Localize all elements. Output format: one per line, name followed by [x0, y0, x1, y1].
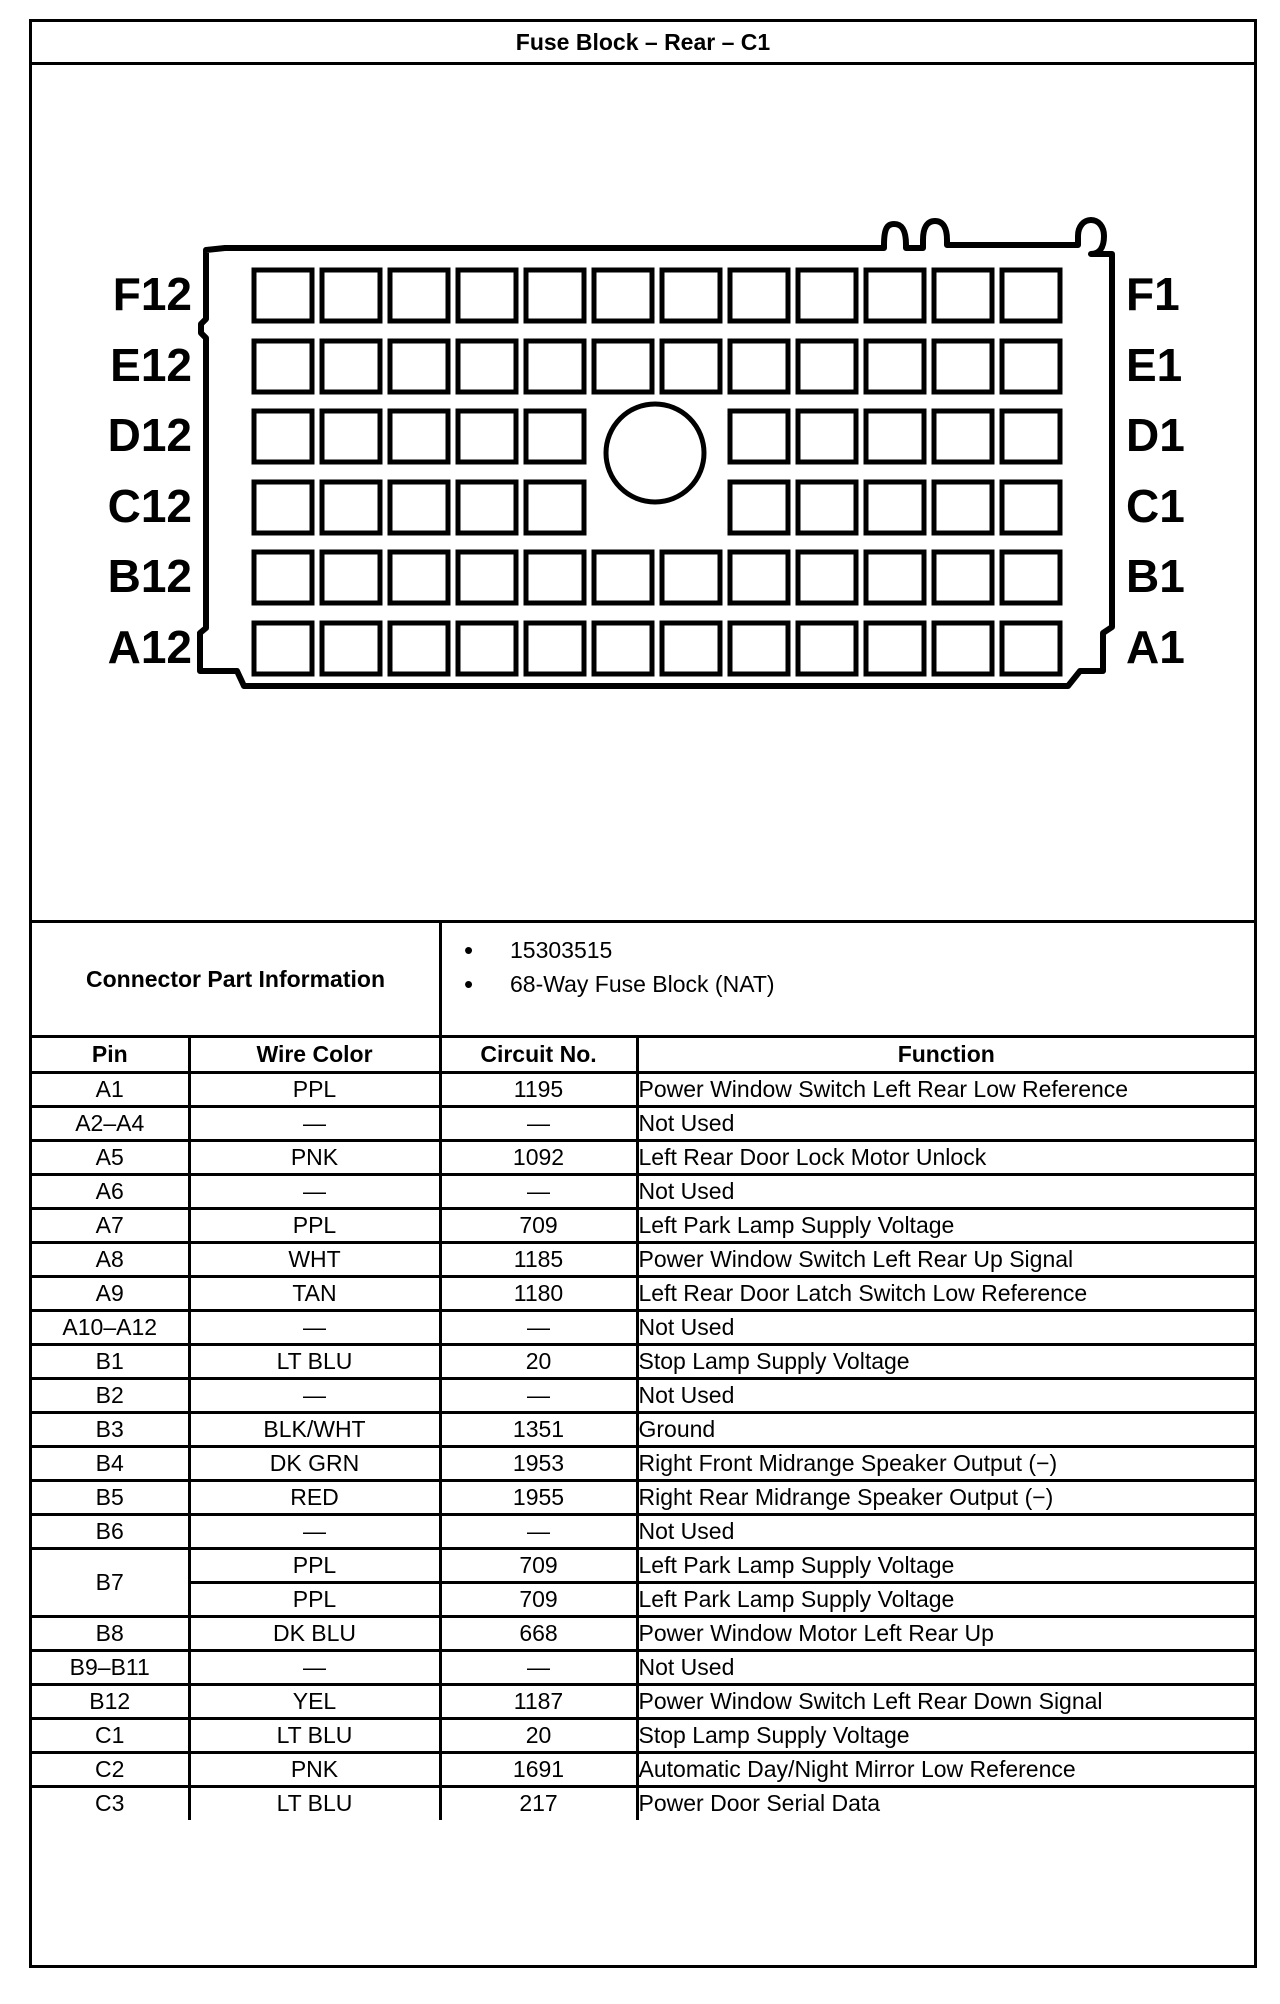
cell-pin: A10–A12	[32, 1310, 189, 1344]
cavity-C12	[254, 482, 312, 533]
cavity-D3	[866, 411, 924, 462]
table-row	[32, 1344, 1254, 1378]
cell-pin: A6	[32, 1174, 189, 1208]
cell-pin: B9–B11	[32, 1650, 189, 1684]
cell-wire-color: LT BLU	[189, 1786, 440, 1820]
right-row-label: D1	[1126, 409, 1185, 461]
cell-function: Left Rear Door Lock Motor Unlock	[637, 1140, 1254, 1174]
cell-wire-color: —	[189, 1650, 440, 1684]
cell-wire-color: PNK	[189, 1752, 440, 1786]
table-row	[32, 1616, 1254, 1650]
cavity-B12	[254, 552, 312, 603]
cell-pin: B2	[32, 1378, 189, 1412]
cell-function: Not Used	[637, 1310, 1254, 1344]
cell-function: Left Park Lamp Supply Voltage	[637, 1208, 1254, 1242]
cavity-E1	[1002, 341, 1060, 392]
cell-pin: B7	[32, 1548, 189, 1616]
cell-wire-color: PNK	[189, 1140, 440, 1174]
cell-wire-color: —	[189, 1174, 440, 1208]
cell-circuit-no: —	[440, 1514, 637, 1548]
header-function: Function	[637, 1038, 1254, 1072]
cell-function: Ground	[637, 1412, 1254, 1446]
cell-pin: B5	[32, 1480, 189, 1514]
cavity-B1	[1002, 552, 1060, 603]
cell-pin: C2	[32, 1752, 189, 1786]
cavity-C8	[526, 482, 584, 533]
cavity-A5	[730, 623, 788, 674]
cavity-D5	[730, 411, 788, 462]
table-row	[32, 1106, 1254, 1140]
right-row-label: B1	[1126, 550, 1185, 602]
cell-function: Right Rear Midrange Speaker Output (−)	[637, 1480, 1254, 1514]
cavity-B5	[730, 552, 788, 603]
cavity-E3	[866, 341, 924, 392]
cell-wire-color: —	[189, 1310, 440, 1344]
part-description: • 68-Way Fuse Block (NAT)	[510, 967, 1254, 1001]
table-row	[32, 1752, 1254, 1786]
cavity-B9	[458, 552, 516, 603]
cell-function: Power Window Motor Left Rear Up	[637, 1616, 1254, 1650]
cavity-E12	[254, 341, 312, 392]
cavity-E10	[390, 341, 448, 392]
connector-diagram	[32, 65, 1254, 920]
cavity-E4	[798, 341, 856, 392]
cell-circuit-no: 1187	[440, 1684, 637, 1718]
connector-part-info-label: Connector Part Information	[32, 923, 442, 1035]
cavity-C5	[730, 482, 788, 533]
right-row-label: A1	[1126, 621, 1185, 673]
cavity-E2	[934, 341, 992, 392]
cell-circuit-no: 709	[440, 1548, 637, 1582]
table-row	[32, 1786, 1254, 1820]
cell-circuit-no: —	[440, 1378, 637, 1412]
cell-function: Not Used	[637, 1106, 1254, 1140]
cavity-C10	[390, 482, 448, 533]
header-pin: Pin	[32, 1038, 189, 1072]
connector-sheet	[29, 19, 1257, 1968]
cavity-D1	[1002, 411, 1060, 462]
table-row	[32, 1208, 1254, 1242]
cavity-F10	[390, 270, 448, 321]
table-row	[32, 1446, 1254, 1480]
cell-circuit-no: 217	[440, 1786, 637, 1820]
cell-wire-color: —	[189, 1378, 440, 1412]
cell-function: Stop Lamp Supply Voltage	[637, 1344, 1254, 1378]
cell-circuit-no: 1955	[440, 1480, 637, 1514]
cavity-D4	[798, 411, 856, 462]
table-row	[32, 1582, 1254, 1616]
table-row	[32, 1310, 1254, 1344]
cell-function: Power Door Serial Data	[637, 1786, 1254, 1820]
cell-circuit-no: 709	[440, 1582, 637, 1616]
cavity-A3	[866, 623, 924, 674]
cell-wire-color: PPL	[189, 1072, 440, 1106]
cell-wire-color: PPL	[189, 1208, 440, 1242]
cell-circuit-no: 1351	[440, 1412, 637, 1446]
cell-circuit-no: 1092	[440, 1140, 637, 1174]
cavity-C4	[798, 482, 856, 533]
cell-circuit-no: 20	[440, 1718, 637, 1752]
cell-function: Not Used	[637, 1514, 1254, 1548]
center-bolt-hole	[606, 404, 704, 502]
cell-pin: B3	[32, 1412, 189, 1446]
cell-circuit-no: 1185	[440, 1242, 637, 1276]
cavity-F11	[322, 270, 380, 321]
cavity-F8	[526, 270, 584, 321]
header-circuit-no: Circuit No.	[440, 1038, 637, 1072]
table-row	[32, 1718, 1254, 1752]
cell-wire-color: DK GRN	[189, 1446, 440, 1480]
left-row-label: F12	[112, 268, 192, 320]
connector-part-info	[32, 920, 1254, 1038]
cavity-E8	[526, 341, 584, 392]
cell-pin: A8	[32, 1242, 189, 1276]
cell-function: Automatic Day/Night Mirror Low Reference	[637, 1752, 1254, 1786]
cell-wire-color: LT BLU	[189, 1718, 440, 1752]
cell-wire-color: —	[189, 1106, 440, 1140]
cavity-D12	[254, 411, 312, 462]
cavity-B10	[390, 552, 448, 603]
cell-wire-color: PPL	[189, 1548, 440, 1582]
cavity-E11	[322, 341, 380, 392]
cavity-B7	[594, 552, 652, 603]
right-row-label: E1	[1126, 339, 1183, 391]
table-row	[32, 1140, 1254, 1174]
cavity-D2	[934, 411, 992, 462]
table-row	[32, 1174, 1254, 1208]
cell-pin: C1	[32, 1718, 189, 1752]
cell-wire-color: PPL	[189, 1582, 440, 1616]
cavity-B11	[322, 552, 380, 603]
cavity-E5	[730, 341, 788, 392]
cell-pin: A2–A4	[32, 1106, 189, 1140]
page-title: Fuse Block – Rear – C1	[32, 22, 1254, 65]
cell-function: Left Park Lamp Supply Voltage	[637, 1582, 1254, 1616]
table-row	[32, 1378, 1254, 1412]
cell-circuit-no: —	[440, 1174, 637, 1208]
cell-wire-color: DK BLU	[189, 1616, 440, 1650]
table-row	[32, 1072, 1254, 1106]
table-row	[32, 1684, 1254, 1718]
pinout-table	[32, 1038, 1254, 1820]
cavity-B8	[526, 552, 584, 603]
cavity-F4	[798, 270, 856, 321]
cell-function: Not Used	[637, 1174, 1254, 1208]
cell-pin: B12	[32, 1684, 189, 1718]
cell-function: Left Park Lamp Supply Voltage	[637, 1548, 1254, 1582]
cavity-B6	[662, 552, 720, 603]
cell-circuit-no: 1691	[440, 1752, 637, 1786]
connector-part-info-list	[442, 923, 1254, 1035]
cavity-F12	[254, 270, 312, 321]
cavity-D9	[458, 411, 516, 462]
cell-pin: B8	[32, 1616, 189, 1650]
cell-function: Not Used	[637, 1650, 1254, 1684]
table-row	[32, 1412, 1254, 1446]
cell-function: Power Window Switch Left Rear Low Reference	[637, 1072, 1254, 1106]
cell-circuit-no: —	[440, 1310, 637, 1344]
table-row	[32, 1514, 1254, 1548]
cavity-F7	[594, 270, 652, 321]
cavity-A11	[322, 623, 380, 674]
cavity-A7	[594, 623, 652, 674]
table-row	[32, 1480, 1254, 1514]
cavity-E9	[458, 341, 516, 392]
cell-circuit-no: 709	[440, 1208, 637, 1242]
cavity-F3	[866, 270, 924, 321]
left-row-label: B12	[107, 550, 192, 602]
cavity-A2	[934, 623, 992, 674]
cell-circuit-no: 1180	[440, 1276, 637, 1310]
cavity-A12	[254, 623, 312, 674]
cavity-A10	[390, 623, 448, 674]
cell-wire-color: LT BLU	[189, 1344, 440, 1378]
cavity-F9	[458, 270, 516, 321]
cell-wire-color: RED	[189, 1480, 440, 1514]
cell-function: Power Window Switch Left Rear Up Signal	[637, 1242, 1254, 1276]
cell-pin: C3	[32, 1786, 189, 1820]
cell-circuit-no: 20	[440, 1344, 637, 1378]
table-row	[32, 1548, 1254, 1582]
cell-pin: B6	[32, 1514, 189, 1548]
cell-pin: A1	[32, 1072, 189, 1106]
cell-wire-color: YEL	[189, 1684, 440, 1718]
cavity-D11	[322, 411, 380, 462]
cell-wire-color: BLK/WHT	[189, 1412, 440, 1446]
cell-wire-color: TAN	[189, 1276, 440, 1310]
cell-function: Not Used	[637, 1378, 1254, 1412]
cell-wire-color: —	[189, 1514, 440, 1548]
table-row	[32, 1276, 1254, 1310]
cell-circuit-no: 1953	[440, 1446, 637, 1480]
cell-function: Power Window Switch Left Rear Down Signal	[637, 1684, 1254, 1718]
cell-pin: B4	[32, 1446, 189, 1480]
cell-pin: A5	[32, 1140, 189, 1174]
left-row-label: D12	[107, 409, 192, 461]
cavity-D8	[526, 411, 584, 462]
cavity-C3	[866, 482, 924, 533]
connector-face-drawing	[32, 65, 1254, 920]
cavity-F6	[662, 270, 720, 321]
cell-pin: A7	[32, 1208, 189, 1242]
cavity-F5	[730, 270, 788, 321]
cavity-C11	[322, 482, 380, 533]
cell-circuit-no: —	[440, 1106, 637, 1140]
cell-function: Right Front Midrange Speaker Output (−)	[637, 1446, 1254, 1480]
connector-housing-outline	[200, 220, 1112, 686]
cell-circuit-no: —	[440, 1650, 637, 1684]
cavity-A8	[526, 623, 584, 674]
table-header-row	[32, 1038, 1254, 1072]
cell-pin: B1	[32, 1344, 189, 1378]
cavity-A1	[1002, 623, 1060, 674]
cavity-B4	[798, 552, 856, 603]
cavity-C9	[458, 482, 516, 533]
header-wire-color: Wire Color	[189, 1038, 440, 1072]
cell-function: Left Rear Door Latch Switch Low Reference	[637, 1276, 1254, 1310]
cavity-D10	[390, 411, 448, 462]
cavity-F1	[1002, 270, 1060, 321]
cell-circuit-no: 668	[440, 1616, 637, 1650]
cavity-C2	[934, 482, 992, 533]
right-row-label: C1	[1126, 480, 1185, 532]
cavity-E6	[662, 341, 720, 392]
cavity-B3	[866, 552, 924, 603]
cavity-E7	[594, 341, 652, 392]
left-row-label: C12	[107, 480, 192, 532]
cavity-C1	[1002, 482, 1060, 533]
part-number: • 15303515	[510, 933, 1254, 967]
cell-circuit-no: 1195	[440, 1072, 637, 1106]
cavity-A6	[662, 623, 720, 674]
cell-wire-color: WHT	[189, 1242, 440, 1276]
left-row-label: A12	[107, 621, 192, 673]
cavity-B2	[934, 552, 992, 603]
table-row	[32, 1650, 1254, 1684]
cavity-A4	[798, 623, 856, 674]
cell-function: Stop Lamp Supply Voltage	[637, 1718, 1254, 1752]
left-row-label: E12	[110, 339, 192, 391]
cavity-F2	[934, 270, 992, 321]
right-row-label: F1	[1126, 268, 1180, 320]
cavity-A9	[458, 623, 516, 674]
table-row	[32, 1242, 1254, 1276]
cell-pin: A9	[32, 1276, 189, 1310]
